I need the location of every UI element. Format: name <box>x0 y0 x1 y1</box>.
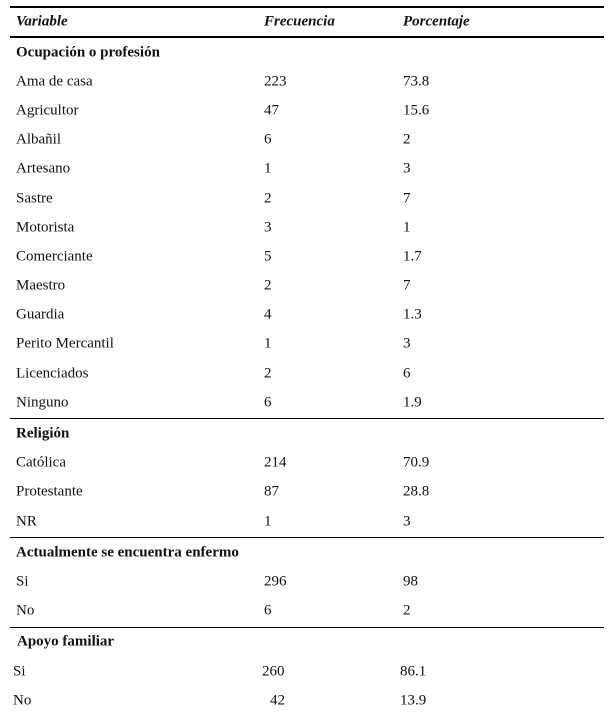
row-porcentaje: 3 <box>403 160 411 177</box>
row-porcentaje: 3 <box>403 513 411 530</box>
header-variable: Variable <box>16 13 68 30</box>
row-porcentaje: 86.1 <box>400 663 427 680</box>
row-variable: Licenciados <box>16 365 89 382</box>
row-porcentaje: 1.3 <box>403 306 422 323</box>
row-frecuencia: 6 <box>264 602 272 619</box>
row-variable: Protestante <box>16 483 83 500</box>
section-title-label: Religión <box>16 425 70 442</box>
table-row <box>10 272 604 301</box>
row-frecuencia: 2 <box>264 277 272 294</box>
row-variable: No <box>13 692 32 709</box>
row-porcentaje: 70.9 <box>403 454 430 471</box>
table-row <box>10 301 604 330</box>
row-variable: Guardia <box>16 306 65 323</box>
row-porcentaje: 13.9 <box>400 692 427 709</box>
row-variable: Comerciante <box>16 248 93 265</box>
row-frecuencia: 1 <box>264 513 272 530</box>
row-frecuencia: 5 <box>264 248 272 265</box>
row-variable: Albañil <box>16 131 61 148</box>
row-frecuencia: 42 <box>270 692 285 709</box>
row-frecuencia: 6 <box>264 131 272 148</box>
row-variable: Perito Mercantil <box>16 335 114 352</box>
table-row <box>10 567 604 596</box>
section-title-label: Apoyo familiar <box>17 633 115 650</box>
table-row <box>10 67 604 96</box>
table-row <box>10 359 604 388</box>
row-frecuencia: 47 <box>264 102 279 119</box>
row-variable: Artesano <box>16 160 71 177</box>
frequency-table <box>10 6 604 715</box>
row-variable: NR <box>16 513 37 530</box>
table-row <box>10 449 604 478</box>
table-row <box>10 597 604 626</box>
row-porcentaje: 73.8 <box>403 73 430 90</box>
row-frecuencia: 296 <box>264 573 287 590</box>
table-row <box>10 242 604 271</box>
row-frecuencia: 1 <box>264 335 272 352</box>
row-porcentaje: 2 <box>403 131 411 148</box>
row-porcentaje: 7 <box>403 277 411 294</box>
table-header-row <box>10 8 604 36</box>
row-variable: Si <box>13 663 26 680</box>
row-variable: Sastre <box>16 190 53 207</box>
table-row <box>10 96 604 125</box>
row-variable: Maestro <box>16 277 66 294</box>
row-porcentaje: 3 <box>403 335 411 352</box>
row-frecuencia: 214 <box>264 454 287 471</box>
row-variable: No <box>16 602 35 619</box>
row-frecuencia: 6 <box>264 394 272 411</box>
row-variable: Católica <box>16 454 66 471</box>
section-title-enfermo <box>10 538 604 567</box>
section-title-label: Actualmente se encuentra enfermo <box>16 544 239 561</box>
row-frecuencia: 1 <box>264 160 272 177</box>
row-frecuencia: 2 <box>264 365 272 382</box>
row-frecuencia: 3 <box>264 219 272 236</box>
table-row <box>10 126 604 155</box>
table-row <box>10 330 604 359</box>
table-row <box>10 213 604 242</box>
table-row <box>10 657 604 686</box>
row-porcentaje: 1 <box>403 219 411 236</box>
row-porcentaje: 6 <box>403 365 411 382</box>
table-row <box>10 507 604 536</box>
header-frecuencia: Frecuencia <box>264 13 335 30</box>
table-row <box>10 155 604 184</box>
row-frecuencia: 4 <box>264 306 272 323</box>
row-variable: Agricultor <box>16 102 79 119</box>
header-porcentaje: Porcentaje <box>403 13 470 30</box>
row-variable: Si <box>16 573 29 590</box>
table-row <box>10 478 604 507</box>
table-row <box>10 686 604 715</box>
row-porcentaje: 1.7 <box>403 248 422 265</box>
row-variable: Motorista <box>16 219 75 236</box>
table-row <box>10 388 604 417</box>
row-frecuencia: 87 <box>264 483 279 500</box>
row-porcentaje: 28.8 <box>403 483 430 500</box>
row-porcentaje: 15.6 <box>403 102 430 119</box>
row-porcentaje: 98 <box>403 573 418 590</box>
section-title-apoyo <box>10 628 604 657</box>
row-porcentaje: 1.9 <box>403 394 422 411</box>
row-variable: Ninguno <box>16 394 69 411</box>
row-frecuencia: 223 <box>264 73 287 90</box>
section-title-ocupacion <box>10 38 604 67</box>
row-porcentaje: 7 <box>403 190 411 207</box>
row-porcentaje: 2 <box>403 602 411 619</box>
section-title-label: Ocupación o profesión <box>16 44 160 61</box>
section-title-religion <box>10 419 604 448</box>
row-variable: Ama de casa <box>16 73 93 90</box>
table-row <box>10 184 604 213</box>
row-frecuencia: 2 <box>264 190 272 207</box>
row-frecuencia: 260 <box>262 663 285 680</box>
